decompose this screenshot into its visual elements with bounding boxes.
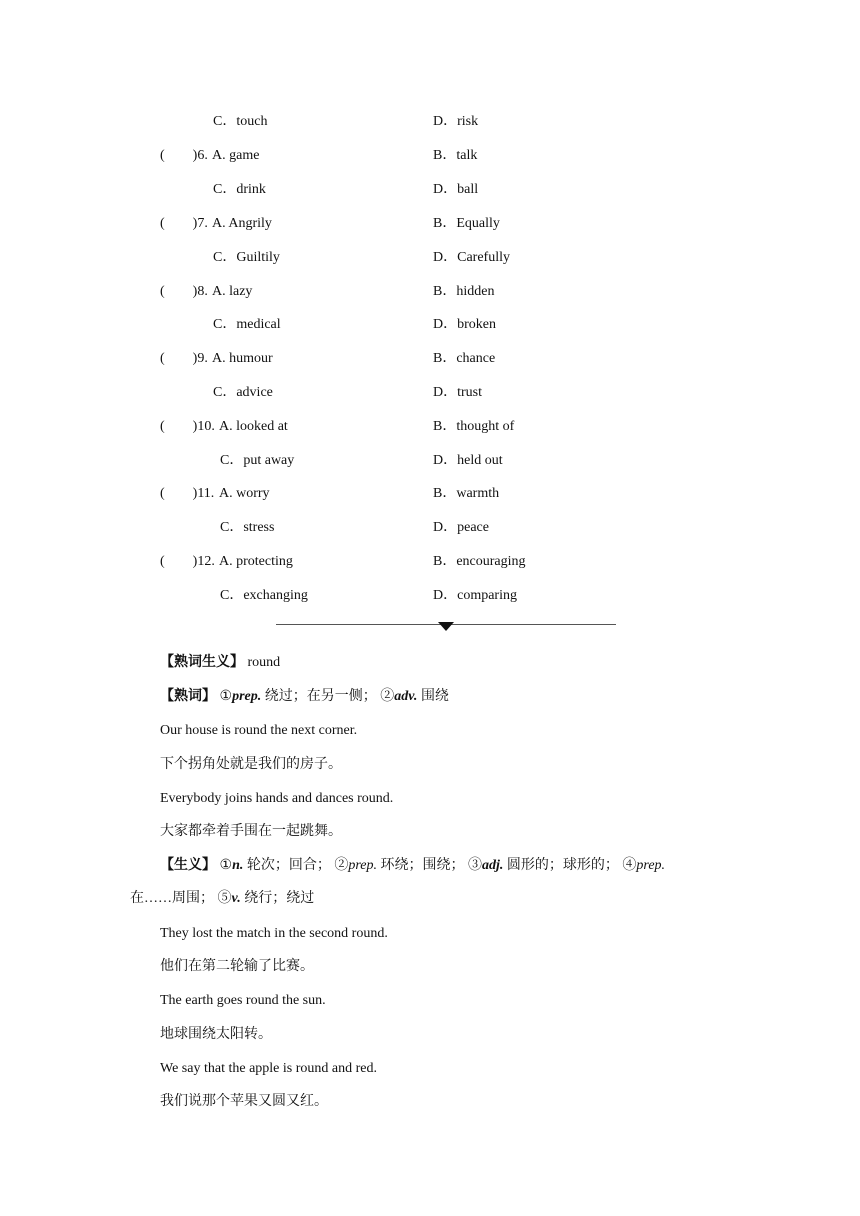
option-d: D．peace	[433, 520, 489, 535]
option-c: C．Guiltily	[213, 250, 280, 265]
familiar-label: 【熟词】	[160, 689, 216, 704]
new-5-num: ⑤	[217, 891, 232, 906]
vocab-header	[160, 654, 280, 672]
new-5-pos: v.	[231, 891, 241, 906]
option-a: A. lazy	[212, 284, 253, 299]
new-meaning-line-continued	[130, 890, 314, 908]
option-a: A. Angrily	[212, 216, 272, 231]
vocab-header-label: 【熟词生义】	[160, 655, 244, 670]
option-c: C．stress	[220, 520, 275, 535]
option-d: D．risk	[433, 114, 479, 129]
new-3-num: ③	[468, 858, 483, 873]
answer-blank[interactable]: ( )7.	[160, 216, 208, 231]
option-b: B．Equally	[433, 216, 500, 231]
familiar-2-pos: adv.	[394, 689, 418, 704]
option-a: A. worry	[219, 486, 270, 501]
example-zh: 我们说那个苹果又圆又红。	[160, 1094, 328, 1109]
new-2-num: ②	[334, 858, 349, 873]
new-3-meaning: 圆形的；球形的；	[506, 858, 619, 873]
divider-triangle-icon	[438, 622, 454, 631]
option-b: B．thought of	[433, 419, 515, 434]
example-zh: 下个拐角处就是我们的房子。	[160, 757, 342, 772]
option-a: A. humour	[212, 351, 273, 366]
new-meaning-line	[160, 857, 665, 875]
example-zh: 地球围绕太阳转。	[160, 1027, 272, 1042]
familiar-2-meaning: 围绕	[420, 689, 449, 704]
answer-blank[interactable]: ( )9.	[160, 351, 208, 366]
example-en: Our house is round the next corner.	[160, 723, 358, 738]
new-5-meaning: 绕行；绕过	[244, 891, 315, 906]
answer-blank[interactable]: ( )12.	[160, 554, 215, 569]
vocab-header-word: round	[247, 655, 281, 670]
option-c: C．advice	[213, 385, 273, 400]
example-zh: 大家都牵着手围在一起跳舞。	[160, 824, 342, 839]
option-b: B．warmth	[433, 486, 500, 501]
option-c: C．touch	[213, 114, 268, 129]
option-d: D．Carefully	[433, 250, 510, 265]
answer-blank[interactable]: ( )8.	[160, 284, 208, 299]
new-1-meaning: 轮次；回合；	[246, 858, 331, 873]
example-en: The earth goes round the sun.	[160, 993, 326, 1008]
example-zh: 他们在第二轮输了比赛。	[160, 959, 314, 974]
option-a: A. game	[212, 148, 260, 163]
option-a: A. protecting	[219, 554, 293, 569]
option-b: B．hidden	[433, 284, 495, 299]
new-4-num: ④	[622, 858, 637, 873]
example-en: They lost the match in the second round.	[160, 926, 388, 941]
option-c: C．drink	[213, 182, 266, 197]
familiar-1-meaning: 绕过；在另一侧；	[264, 689, 377, 704]
option-c: C．exchanging	[220, 588, 308, 603]
option-d: D．comparing	[433, 588, 517, 603]
familiar-meaning-line	[160, 688, 449, 706]
new-3-pos: adj.	[482, 858, 504, 873]
option-d: D．ball	[433, 182, 479, 197]
familiar-2-num: ②	[380, 689, 395, 704]
option-b: B．encouraging	[433, 554, 526, 569]
option-d: D．broken	[433, 317, 496, 332]
familiar-1-num: ①	[219, 689, 233, 704]
option-c: C．medical	[213, 317, 281, 332]
new-4-meaning: 在……周围；	[130, 891, 214, 906]
option-b: B．chance	[433, 351, 496, 366]
option-c: C．put away	[220, 453, 295, 468]
new-2-meaning: 环绕；围绕；	[380, 858, 465, 873]
option-d: D．trust	[433, 385, 482, 400]
example-en: Everybody joins hands and dances round.	[160, 791, 394, 806]
familiar-1-pos: prep.	[232, 689, 262, 704]
new-1-num: ①	[219, 858, 233, 873]
new-4-pos: prep.	[636, 858, 666, 873]
answer-blank[interactable]: ( )10.	[160, 419, 215, 434]
option-d: D．held out	[433, 453, 503, 468]
new-1-pos: n.	[232, 858, 244, 873]
answer-blank[interactable]: ( )6.	[160, 148, 208, 163]
answer-blank[interactable]: ( )11.	[160, 486, 215, 501]
new-2-pos: prep.	[348, 858, 378, 873]
new-label: 【生义】	[160, 858, 216, 873]
option-b: B．talk	[433, 148, 478, 163]
option-a: A. looked at	[219, 419, 288, 434]
example-en: We say that the apple is round and red.	[160, 1061, 377, 1076]
